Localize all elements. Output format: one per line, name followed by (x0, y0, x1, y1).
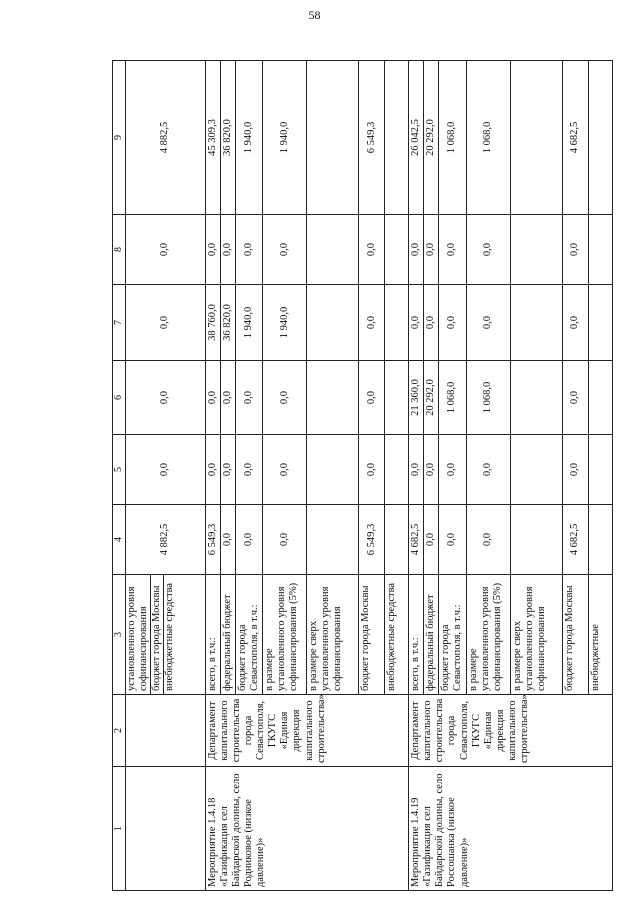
value-cell (307, 285, 359, 361)
funding-source (126, 575, 206, 695)
value-cell: 0,0 (562, 361, 588, 435)
value-cell: 0,0 (562, 435, 588, 505)
value-cell: 0,0 (126, 285, 206, 361)
value-cell: 0,0 (562, 215, 588, 285)
funding-source: в размере установленного уровня софинансирования (5%) (263, 575, 307, 695)
value-cell: 0,0 (236, 505, 263, 575)
value-cell: 0,0 (409, 215, 424, 285)
col-header-8: 8 (113, 215, 126, 285)
value-cell (588, 285, 612, 361)
value-cell (307, 435, 359, 505)
value-cell (588, 215, 612, 285)
value-cell: 0,0 (236, 215, 263, 285)
funding-source: бюджет города Москвы (562, 575, 588, 695)
value-cell: 36 820,0 (221, 285, 236, 361)
value-cell (510, 215, 562, 285)
value-cell: 0,0 (206, 435, 221, 505)
value-cell: 0,0 (236, 435, 263, 505)
value-cell: 0,0 (263, 435, 307, 505)
value-cell: 1 068,0 (466, 361, 510, 435)
value-cell: 0,0 (439, 215, 466, 285)
value-cell: 45 309,3 (206, 61, 221, 215)
col-header-5: 5 (113, 435, 126, 505)
value-cell: 0,0 (359, 285, 385, 361)
executor-name: Департамент капитального строительства города Севастополя, ГКУГС «Единая дирекция капитального строительства» (409, 695, 612, 767)
value-cell (588, 361, 612, 435)
funding-source: всего, в т.ч.: (409, 575, 424, 695)
funding-source: в размере сверх установленного уровня софинансирования (510, 575, 562, 695)
table-row (206, 61, 221, 891)
value-cell (588, 435, 612, 505)
value-cell (510, 361, 562, 435)
value-cell: 0,0 (439, 285, 466, 361)
value-cell: 4 682,5 (562, 61, 588, 215)
value-cell (307, 361, 359, 435)
value-cell: 0,0 (359, 435, 385, 505)
executor-name: Департамент капитального строительства города Севастополя, ГКУГС «Единая дирекция капитального строительства» (206, 695, 409, 767)
col-header-6: 6 (113, 361, 126, 435)
value-cell: 0,0 (424, 215, 439, 285)
value-cell: 0,0 (263, 505, 307, 575)
value-cell: 1 940,0 (236, 285, 263, 361)
value-cell: 20 292,0 (424, 361, 439, 435)
value-cell: 21 360,0 (409, 361, 424, 435)
value-cell: 0,0 (424, 505, 439, 575)
source-line: внебюджетные средства (163, 575, 176, 694)
value-cell: 0,0 (126, 435, 206, 505)
value-cell: 0,0 (359, 361, 385, 435)
value-cell (385, 61, 409, 215)
funding-source: бюджет города Севастополя, в т.ч.: (236, 575, 263, 695)
continuation-row (126, 61, 206, 891)
funding-source: бюджет города Севастополя, в т.ч.: (439, 575, 466, 695)
value-cell: 4 882,5 (126, 505, 206, 575)
rotated-table-frame (112, 61, 605, 891)
value-cell: 0,0 (263, 215, 307, 285)
value-cell: 0,0 (562, 285, 588, 361)
value-cell (385, 435, 409, 505)
value-cell (510, 505, 562, 575)
measure-name: Мероприятие 1.4.18 «Газификация сел Байдарской долины, село Родниковое (низкое давление)» (206, 767, 409, 891)
budget-table (112, 60, 613, 891)
funding-source: в размере установленного уровня софинансирования (5%) (466, 575, 510, 695)
value-cell (307, 61, 359, 215)
value-cell: 0,0 (409, 285, 424, 361)
value-cell: 36 820,0 (221, 61, 236, 215)
value-cell: 0,0 (221, 435, 236, 505)
value-cell: 1 940,0 (236, 61, 263, 215)
table-row (409, 61, 424, 891)
measure-cell (126, 767, 206, 891)
value-cell (385, 215, 409, 285)
col-header-9: 9 (113, 61, 126, 215)
value-cell: 0,0 (221, 505, 236, 575)
value-cell: 0,0 (206, 361, 221, 435)
source-line: бюджет города Москвы (150, 575, 163, 694)
funding-source: бюджет города Москвы (359, 575, 385, 695)
value-cell: 38 760,0 (206, 285, 221, 361)
executor-cell (126, 695, 206, 767)
funding-source: внебюджетные (588, 575, 612, 695)
value-cell: 4 682,5 (562, 505, 588, 575)
col-header-4: 4 (113, 505, 126, 575)
value-cell: 6 549,3 (359, 61, 385, 215)
value-cell (385, 505, 409, 575)
source-line: установленного уровня софинансирования (126, 586, 150, 691)
col-header-1: 1 (113, 767, 126, 891)
value-cell: 0,0 (439, 435, 466, 505)
col-header-3: 3 (113, 575, 126, 695)
value-cell: 6 549,3 (359, 505, 385, 575)
value-cell (307, 505, 359, 575)
value-cell: 1 940,0 (263, 61, 307, 215)
rotated-table (112, 61, 605, 891)
value-cell: 20 292,0 (424, 61, 439, 215)
page-number: 58 (308, 8, 321, 22)
value-cell: 1 068,0 (439, 61, 466, 215)
value-cell (510, 61, 562, 215)
value-cell: 0,0 (221, 215, 236, 285)
value-cell: 0,0 (466, 285, 510, 361)
value-cell: 0,0 (466, 215, 510, 285)
value-cell: 0,0 (206, 215, 221, 285)
value-cell: 0,0 (409, 435, 424, 505)
value-cell: 0,0 (263, 361, 307, 435)
value-cell: 1 940,0 (263, 285, 307, 361)
value-cell (588, 61, 612, 215)
column-number-row (113, 61, 126, 891)
col-header-2: 2 (113, 695, 126, 767)
funding-source: федеральный бюджет (221, 575, 236, 695)
value-cell: 6 549,3 (206, 505, 221, 575)
value-cell: 0,0 (359, 215, 385, 285)
value-cell (510, 285, 562, 361)
col-header-7: 7 (113, 285, 126, 361)
value-cell: 0,0 (221, 361, 236, 435)
value-cell (588, 505, 612, 575)
value-cell: 0,0 (466, 435, 510, 505)
measure-name: Мероприятие 1.4.19 «Газификация сел Байдарской долины, село Россошанка (низкое давление)» (409, 767, 612, 891)
funding-source: в размере сверх установленного уровня софинансирования (307, 575, 359, 695)
value-cell (510, 435, 562, 505)
value-cell: 1 068,0 (439, 361, 466, 435)
funding-source: внебюджетные средства (385, 575, 409, 695)
value-cell (385, 361, 409, 435)
value-cell: 4 882,5 (126, 61, 206, 215)
funding-source: всего, в т.ч.: (206, 575, 221, 695)
value-cell: 0,0 (236, 361, 263, 435)
value-cell: 26 042,5 (409, 61, 424, 215)
value-cell: 4 682,5 (409, 505, 424, 575)
value-cell: 0,0 (424, 285, 439, 361)
value-cell: 0,0 (126, 215, 206, 285)
value-cell (385, 285, 409, 361)
value-cell: 0,0 (424, 435, 439, 505)
funding-source: федеральный бюджет (424, 575, 439, 695)
value-cell: 0,0 (439, 505, 466, 575)
value-cell: 1 068,0 (466, 61, 510, 215)
value-cell: 0,0 (466, 505, 510, 575)
value-cell (307, 215, 359, 285)
value-cell: 0,0 (126, 361, 206, 435)
